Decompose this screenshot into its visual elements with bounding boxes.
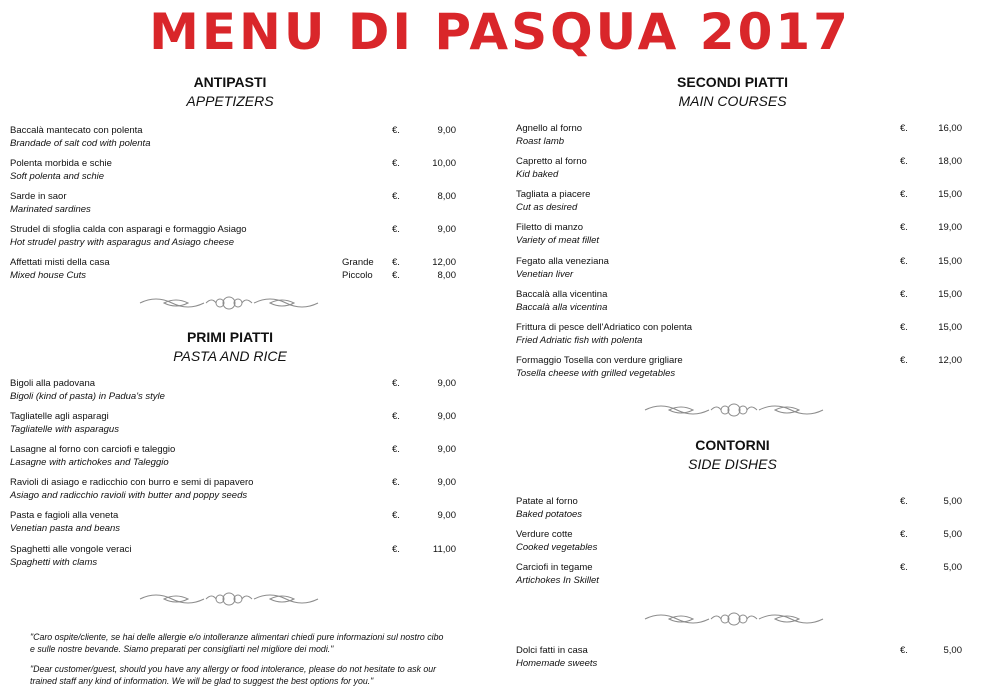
item-name-it: Ravioli di asiago e radicchio con burro e semi di papavero <box>10 477 254 488</box>
item-name-en: Cooked vegetables <box>516 542 598 553</box>
menu-item <box>516 122 962 152</box>
item-price: 9,00 <box>437 477 456 488</box>
item-name-en: Homemade sweets <box>516 658 598 669</box>
item-name-it: Formaggio Tosella con verdure grigliare <box>516 355 683 366</box>
currency-label: €. <box>392 510 400 521</box>
currency-label: €. <box>392 378 400 389</box>
menu-item <box>10 124 456 154</box>
item-name-it: Tagliata a piacere <box>516 189 591 200</box>
item-name-en: Kid baked <box>516 169 559 180</box>
item-price: 11,00 <box>432 544 456 555</box>
item-name-en: Tagliatelle with asparagus <box>10 424 119 435</box>
item-name-it: Fegato alla veneziana <box>516 256 609 267</box>
currency-label: €. <box>392 477 400 488</box>
item-price: 18,00 <box>938 156 962 167</box>
menu-item <box>10 410 456 440</box>
item-name-it: Pasta e fagioli alla veneta <box>10 510 119 521</box>
currency-label: €. <box>900 355 908 366</box>
item-name-it: Bigoli alla padovana <box>10 378 96 389</box>
section-title-en: APPETIZERS <box>186 93 274 109</box>
item-name-it: Verdure cotte <box>516 529 573 540</box>
section-title-it: SECONDI PIATTI <box>677 74 788 90</box>
item-price: 5,00 <box>943 645 962 656</box>
menu-item <box>516 288 962 318</box>
item-price: 15,00 <box>938 189 962 200</box>
ornament-divider-icon <box>136 293 322 313</box>
currency-label: €. <box>900 222 908 233</box>
menu-item <box>10 157 456 187</box>
item-name-it: Filetto di manzo <box>516 222 584 233</box>
menu-item <box>10 377 456 407</box>
section-title-en: SIDE DISHES <box>688 456 777 472</box>
currency-label: €. <box>900 496 908 507</box>
item-price: 9,00 <box>437 411 456 422</box>
section-title-it: PRIMI PIATTI <box>186 329 274 345</box>
item-price: 12,00 <box>938 355 962 366</box>
currency-label: €. <box>392 544 400 555</box>
currency-label: €. <box>900 256 908 267</box>
currency-label: €. <box>392 158 400 169</box>
item-name-en: Spaghetti with clams <box>10 557 98 568</box>
item-price: 9,00 <box>437 378 456 389</box>
currency-label: €. <box>900 645 908 656</box>
item-price: 5,00 <box>943 496 962 507</box>
item-price: 5,00 <box>943 529 962 540</box>
price-small: 8,00 <box>437 270 456 281</box>
menu-item <box>10 443 456 473</box>
item-name-en: Hot strudel pastry with asparagus and Asiago cheese <box>10 237 235 248</box>
ornament-divider-icon <box>641 609 827 629</box>
menu-title: MENU DI PASQUA 2017 <box>149 3 851 61</box>
item-price: 5,00 <box>943 562 962 573</box>
menu-item <box>516 188 962 218</box>
item-price: 15,00 <box>938 289 962 300</box>
item-name-en: Lasagne with artichokes and Taleggio <box>10 457 169 468</box>
menu-item <box>516 561 962 591</box>
item-name-it: Lasagne al forno con carciofi e taleggio <box>10 444 176 455</box>
item-name-en: Brandade of salt cod with polenta <box>10 138 151 149</box>
item-name-en: Baccalà alla vicentina <box>516 302 608 313</box>
antipasti-header <box>0 74 460 110</box>
item-price: 10,00 <box>432 158 456 169</box>
price-large: 12,00 <box>432 257 456 268</box>
allergy-note-en: "Dear customer/guest, should you have any allergy or food intolerance, please do not hesitate to ask our trained staff any kind of information. We will be glad to suggest the best options for you." <box>30 664 437 686</box>
currency-label: €. <box>900 562 908 573</box>
currency-label: €. <box>900 322 908 333</box>
item-name-en: Fried Adriatic fish with polenta <box>516 335 643 346</box>
item-price: 8,00 <box>437 191 456 202</box>
currency-label: €. <box>900 529 908 540</box>
item-name-it: Dolci fatti in casa <box>516 645 588 656</box>
item-name-en: Asiago and radicchio ravioli with butter and poppy seeds <box>10 490 248 501</box>
currency-label: €. <box>900 189 908 200</box>
section-title-it: ANTIPASTI <box>193 74 267 90</box>
item-price: 9,00 <box>437 510 456 521</box>
item-name-en: Baked potatoes <box>516 509 583 520</box>
currency-label: €. <box>900 123 908 134</box>
menu-item <box>516 495 962 525</box>
menu-item <box>10 543 456 573</box>
primi-header <box>0 329 460 365</box>
item-price: 19,00 <box>938 222 962 233</box>
currency-label: €. <box>392 125 400 136</box>
item-name-it: Patate al forno <box>516 496 578 507</box>
item-price: 9,00 <box>437 224 456 235</box>
menu-item <box>516 255 962 285</box>
menu-item <box>516 155 962 185</box>
item-price: 15,00 <box>938 256 962 267</box>
section-title-en: PASTA AND RICE <box>173 348 287 364</box>
menu-item <box>516 528 962 558</box>
item-name-en: Mixed house Cuts <box>10 270 87 281</box>
currency-label: €. <box>392 270 400 281</box>
item-name-it: Strudel di sfoglia calda con asparagi e formaggio Asiago <box>10 224 247 235</box>
item-price: 15,00 <box>938 322 962 333</box>
item-name-it: Capretto al forno <box>516 156 587 167</box>
menu-item-affettati <box>10 256 456 286</box>
currency-label: €. <box>392 224 400 235</box>
item-name-it: Spaghetti alle vongole veraci <box>10 544 132 555</box>
section-title-it: CONTORNI <box>695 437 770 453</box>
item-name-en: Roast lamb <box>516 136 565 147</box>
menu-item <box>516 354 962 384</box>
menu-item <box>10 509 456 539</box>
item-price: 9,00 <box>437 444 456 455</box>
item-name-en: Venetian pasta and beans <box>10 523 121 534</box>
item-name-it: Tagliatelle agli asparagi <box>10 411 109 422</box>
item-name-en: Cut as desired <box>516 202 578 213</box>
item-name-en: Bigoli (kind of pasta) in Padua's style <box>10 391 165 402</box>
section-title-en: MAIN COURSES <box>678 93 787 109</box>
item-name-en: Marinated sardines <box>10 204 91 215</box>
currency-label: €. <box>900 156 908 167</box>
size-small-label: Piccolo <box>342 270 373 281</box>
item-name-en: Venetian liver <box>516 269 574 280</box>
item-price: 16,00 <box>938 123 962 134</box>
menu-item-dolci <box>516 644 962 674</box>
item-price: 9,00 <box>437 125 456 136</box>
contorni-header <box>505 437 960 473</box>
item-name-en: Variety of meat fillet <box>516 235 600 246</box>
menu-item <box>516 321 962 351</box>
item-name-it: Baccalà mantecato con polenta <box>10 125 143 136</box>
item-name-it: Sarde in saor <box>10 191 67 202</box>
size-large-label: Grande <box>342 257 374 268</box>
item-name-it: Carciofi in tegame <box>516 562 593 573</box>
menu-item <box>10 223 456 253</box>
ornament-divider-icon <box>641 400 827 420</box>
item-name-it: Affettati misti della casa <box>10 257 110 268</box>
item-name-it: Baccalà alla vicentina <box>516 289 608 300</box>
currency-label: €. <box>900 289 908 300</box>
menu-item <box>10 476 456 506</box>
item-name-en: Tosella cheese with grilled vegetables <box>516 368 676 379</box>
currency-label: €. <box>392 444 400 455</box>
ornament-divider-icon <box>136 589 322 609</box>
item-name-it: Frittura di pesce dell'Adriatico con polenta <box>516 322 693 333</box>
currency-label: €. <box>392 257 400 268</box>
item-name-en: Artichokes In Skillet <box>516 575 599 586</box>
item-name-it: Polenta morbida e schie <box>10 158 112 169</box>
currency-label: €. <box>392 191 400 202</box>
item-name-en: Soft polenta and schie <box>10 171 105 182</box>
menu-item <box>516 221 962 251</box>
currency-label: €. <box>392 411 400 422</box>
allergy-note-it: "Caro ospite/cliente, se hai delle allergie e/o intolleranze alimentari chiedi pure informazioni sul nostro cibo e sulle nostre bevande. Siamo preparati per consigliarti nel migliore dei modi." <box>30 632 444 654</box>
item-name-it: Agnello al forno <box>516 123 583 134</box>
secondi-header <box>505 74 960 110</box>
menu-item <box>10 190 456 220</box>
